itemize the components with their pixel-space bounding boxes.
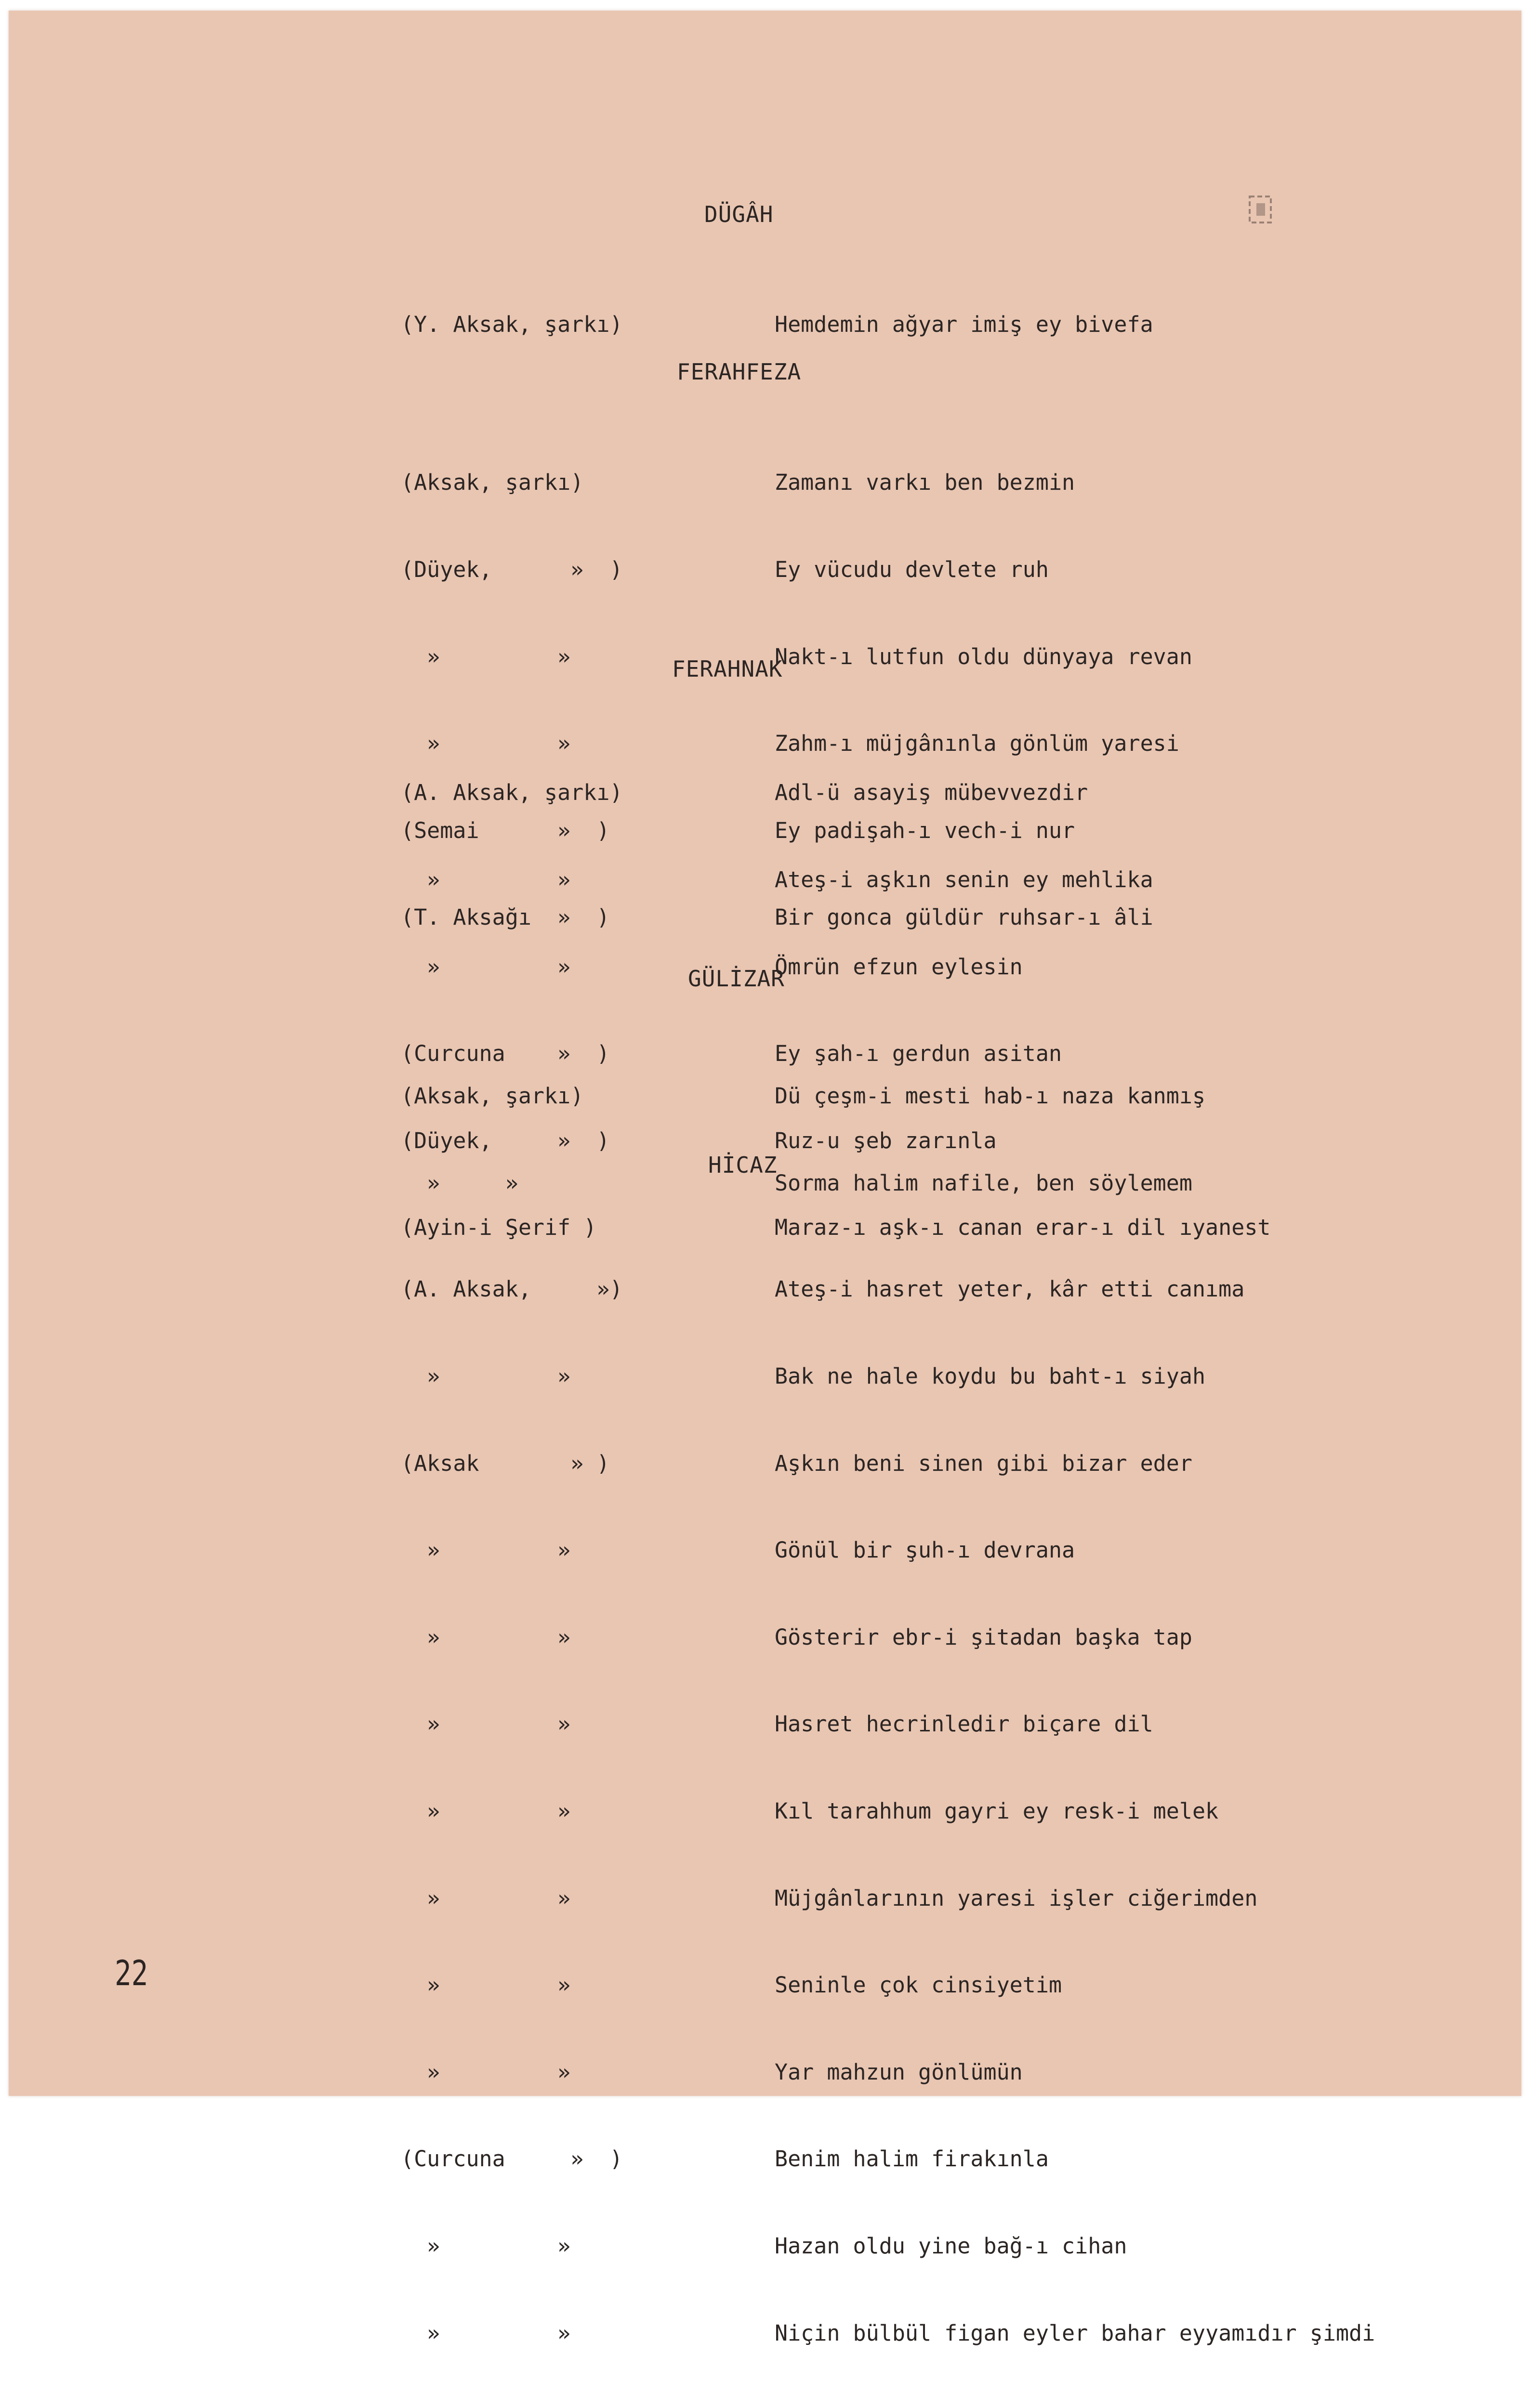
- form-label: » »: [401, 1624, 571, 1650]
- song-title: Gösterir ebr-i şitadan başka tap: [775, 1624, 1192, 1650]
- form-label: » »: [401, 1798, 571, 1824]
- form-label: (Aksak, şarkı): [401, 470, 584, 496]
- song-title: Zahm-ı müjgânınla gönlüm yaresi: [775, 731, 1179, 757]
- song-title: Hazan oldu yine bağ-ı cihan: [775, 2233, 1127, 2259]
- form-label: » »: [401, 2059, 571, 2085]
- song-title: Aşkın beni sinen gibi bizar eder: [775, 1450, 1192, 1476]
- song-title: Ey padişah-ı vech-i nur: [775, 817, 1075, 843]
- form-label: » »: [401, 1537, 571, 1563]
- song-title: Gönül bir şuh-ı devrana: [775, 1537, 1075, 1563]
- section-heading: HİCAZ: [708, 1152, 778, 1178]
- form-label: » »: [401, 1972, 571, 1998]
- section-heading: FERAHFEZA: [677, 359, 802, 385]
- song-title: Ey vücudu devlete ruh: [775, 557, 1049, 582]
- song-title: Adl-ü asayiş mübevvezdir: [775, 780, 1088, 806]
- form-label: (Ayin-i Şerif ): [401, 1215, 597, 1241]
- form-label: (Aksak » ): [401, 1450, 610, 1476]
- song-title: Ömrün efzun eylesin: [775, 954, 1023, 980]
- song-title: Müjgânlarının yaresi işler ciğerimden: [775, 1885, 1258, 1911]
- form-label: (A. Aksak, »): [401, 1276, 623, 1302]
- song-title: Ateş-i aşkın senin ey mehlika: [775, 867, 1153, 892]
- form-label: » »: [401, 2233, 571, 2259]
- song-title: Kıl tarahhum gayri ey resk-i melek: [775, 1798, 1219, 1824]
- song-title: Niçin bülbül figan eyler bahar eyyamıdır şimdi: [775, 2320, 1375, 2346]
- form-label: » »: [401, 1170, 518, 1196]
- song-title: Hemdemin ağyar imiş ey bivefa: [775, 312, 1153, 338]
- song-title: Sorma halim nafile, ben söylemem: [775, 1170, 1192, 1196]
- form-label: [401, 2406, 623, 2408]
- section-right-column: [775, 1217, 1375, 2408]
- form-label: (T. Aksağı » ): [401, 904, 610, 930]
- form-label: (Curcuna » ): [401, 2146, 623, 2172]
- form-label: » »: [401, 1711, 571, 1737]
- section-right-column: [775, 252, 1153, 397]
- song-title: Seninle çok cinsiyetim: [775, 1972, 1062, 1998]
- form-label: » »: [401, 2320, 571, 2346]
- form-label: » »: [401, 1885, 571, 1911]
- song-title: Ey şah-ı gerdun asitan: [775, 1041, 1062, 1067]
- section-heading: DÜGÂH: [704, 201, 774, 227]
- stamp-mark-icon: [1243, 193, 1277, 226]
- form-label: (A. Aksak, şarkı): [401, 780, 623, 806]
- form-label: (Aksak, şarkı): [401, 1083, 584, 1109]
- song-title: Nakt-ı lutfun oldu dünyaya revan: [775, 643, 1192, 669]
- form-label: » »: [401, 643, 571, 669]
- song-title: Hasret hecrinledir biçare dil: [775, 1711, 1153, 1737]
- song-title: Ateş-i hasret yeter, kâr etti canıma: [775, 1276, 1245, 1302]
- song-title: Maraz-ı aşk-ı canan erar-ı dil ıyanest: [775, 1215, 1271, 1241]
- song-title: Bir gonca güldür ruhsar-ı âli: [775, 904, 1153, 930]
- song-title: Ruz-u şeb zarınla: [775, 1127, 997, 1153]
- form-label: (Curcuna » ): [401, 1041, 610, 1067]
- form-label: » »: [401, 867, 571, 892]
- song-title: Dü çeşm-i mesti hab-ı naza kanmış: [775, 1083, 1206, 1109]
- form-label: (Semai » ): [401, 817, 610, 843]
- page-number: 22: [115, 1953, 148, 1993]
- section-heading: FERAHNAK: [672, 656, 783, 682]
- song-title: Benim halim firakınla: [775, 2146, 1049, 2172]
- form-label: » »: [401, 731, 571, 757]
- form-label: (Düyek, » ): [401, 557, 623, 582]
- form-label: (Y. Aksak, şarkı): [401, 312, 623, 338]
- song-title: [775, 2406, 1375, 2408]
- song-title: Yar mahzun gönlümün: [775, 2059, 1023, 2085]
- form-label: » »: [401, 1363, 571, 1389]
- song-title: Bak ne hale koydu bu baht-ı siyah: [775, 1363, 1206, 1389]
- section-left-column: [401, 252, 623, 397]
- section-left-column: [401, 1217, 623, 2408]
- section-heading: GÜLİZAR: [688, 966, 785, 992]
- form-label: » »: [401, 954, 571, 980]
- form-label: (Düyek, » ): [401, 1127, 610, 1153]
- song-title: Zamanı varkı ben bezmin: [775, 470, 1075, 496]
